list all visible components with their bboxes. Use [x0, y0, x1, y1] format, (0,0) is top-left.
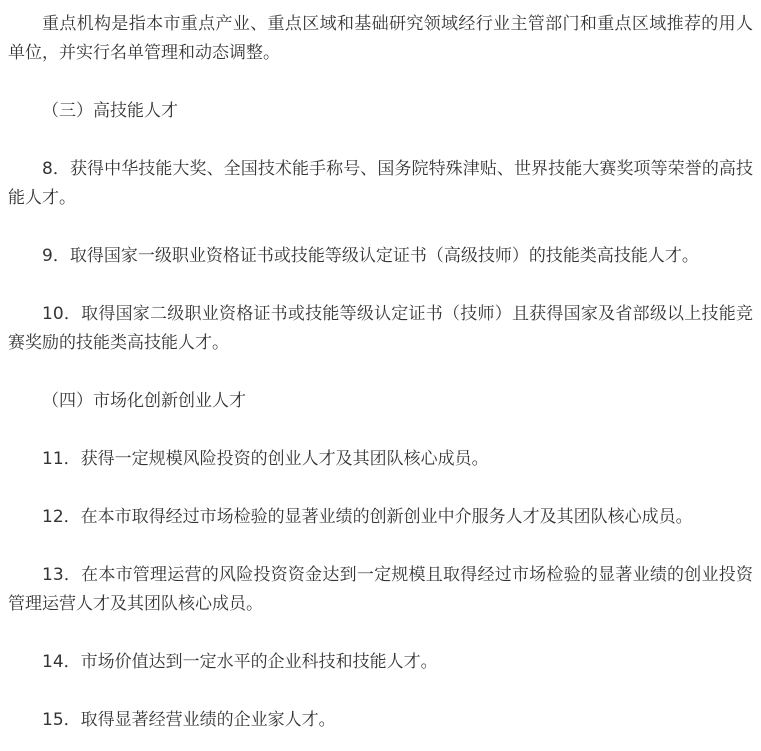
list-item-13: 13．在本市管理运营的风险投资资金达到一定规模且取得经过市场检验的显著业绩的创业投资管理运营人才及其团队核心成员。: [8, 565, 753, 614]
section-heading-market-innovation-talent: （四）市场化创新创业人才: [42, 391, 246, 411]
list-item-10: 10．取得国家二级职业资格证书或技能等级认定证书（技师）且获得国家及省部级以上技能竞赛奖励的技能类高技能人才。: [8, 304, 753, 353]
section-heading-high-skill-talent: （三）高技能人才: [42, 101, 178, 121]
list-item-9: 9．取得国家一级职业资格证书或技能等级认定证书（高级技师）的技能类高技能人才。: [42, 246, 699, 266]
list-item-12: 12．在本市取得经过市场检验的显著业绩的创新创业中介服务人才及其团队核心成员。: [42, 507, 693, 527]
paragraph-key-institutions: 重点机构是指本市重点产业、重点区域和基础研究领域经行业主管部门和重点区域推荐的用人单位，并实行名单管理和动态调整。: [8, 14, 753, 63]
list-item-11: 11．获得一定规模风险投资的创业人才及其团队核心成员。: [42, 449, 489, 469]
list-item-14: 14．市场价值达到一定水平的企业科技和技能人才。: [42, 652, 438, 672]
document-body: [8, 10, 753, 735]
list-item-8: 8．获得中华技能大奖、全国技术能手称号、国务院特殊津贴、世界技能大赛奖项等荣誉的高技能人才。: [8, 159, 753, 208]
list-item-15: 15．取得显著经营业绩的企业家人才。: [42, 710, 336, 730]
